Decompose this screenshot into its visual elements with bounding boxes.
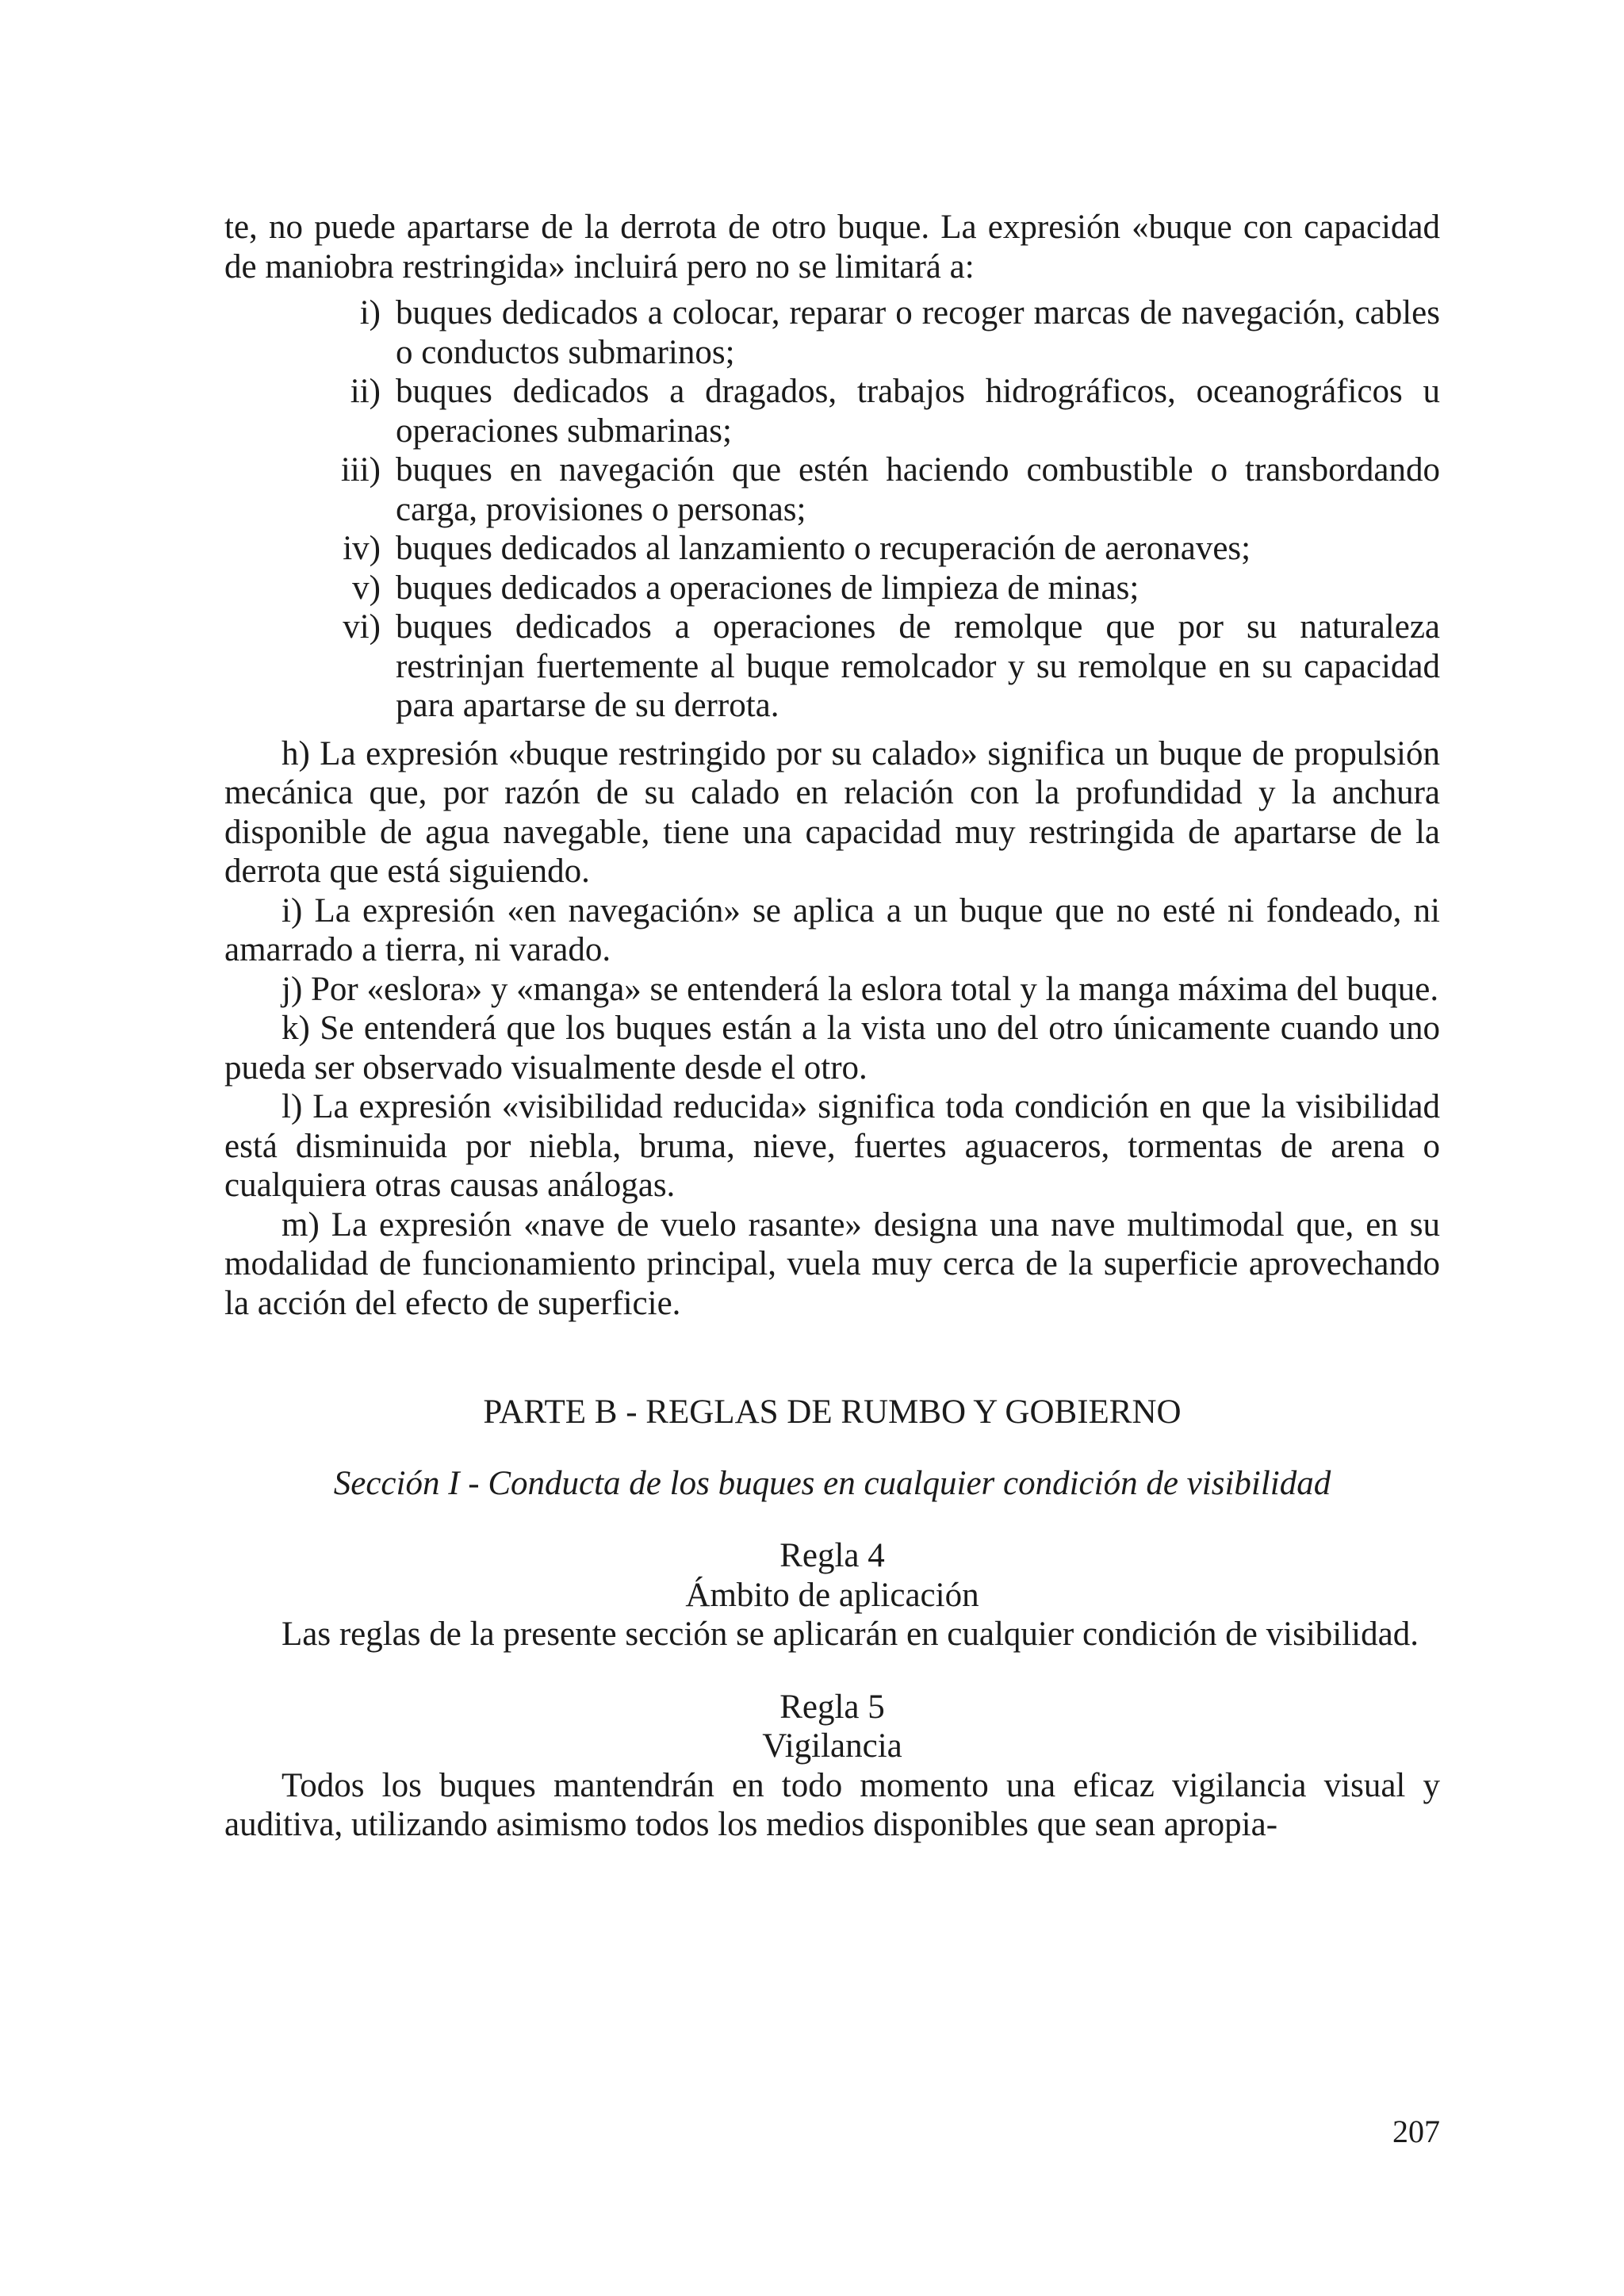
section-title: Sección I - Conducta de los buques en cualquier condición de visibilidad: [333, 1464, 1331, 1502]
intro-paragraph: te, no puede apartarse de la derrota de otro buque. La expresión «buque con capacidad de maniobra restringida» incluirá pero no se limitará a:: [224, 209, 1440, 286]
rule-4-title: Ámbito de aplicación: [685, 1576, 979, 1614]
list-item-label: i): [359, 294, 381, 332]
list-item-label: ii): [350, 373, 381, 410]
definition-j: j) Por «eslora» y «manga» se entenderá la eslora total y la manga máxima del buque.: [282, 970, 1439, 1008]
rule-4-text: Las reglas de la presente sección se aplicarán en cualquier condición de visibilidad.: [282, 1616, 1419, 1653]
definition-k: k) Se entenderá que los buques están a la vista uno del otro únicamente cuando uno pueda ser observado visualmente desde el otro.: [224, 1010, 1440, 1087]
page-body: [224, 208, 1440, 1845]
list-item: [224, 293, 1440, 372]
list-item-label: vi): [343, 608, 381, 646]
rule-5-title: Vigilancia: [762, 1727, 902, 1765]
list-item-text: buques dedicados a colocar, reparar o recoger marcas de navegación, cables o conductos submarinos;: [396, 294, 1440, 371]
list-item-label: iv): [343, 530, 381, 567]
list-item-text: buques en navegación que estén haciendo combustible o transbordando carga, provisiones o personas;: [396, 451, 1440, 528]
rule-4-heading: [224, 1536, 1440, 1615]
list-item: [224, 450, 1440, 529]
part-title: PARTE B - REGLAS DE RUMBO Y GOBIERNO: [483, 1393, 1182, 1431]
list-item-text: buques dedicados a operaciones de limpieza de minas;: [396, 569, 1139, 607]
list-item-text: buques dedicados a operaciones de remolque que por su naturaleza restrinjan fuertemente al buque remolcador y su remolque en su capacidad para apartarse de su derrota.: [396, 608, 1440, 724]
list-item: [224, 608, 1440, 726]
restricted-maneuverability-list: [224, 293, 1440, 726]
page-number: 207: [1392, 2114, 1440, 2149]
list-item: [224, 569, 1440, 608]
rule-4-number: Regla 4: [779, 1537, 885, 1574]
rule-5-heading: [224, 1688, 1440, 1766]
definition-l: l) La expresión «visibilidad reducida» significa toda condición en que la visibilidad está disminuida por niebla, bruma, nieve, fuertes aguaceros, tormentas de arena o cualquiera otras causas análogas.: [224, 1088, 1440, 1204]
list-item: [224, 372, 1440, 450]
list-item-label: v): [352, 569, 381, 607]
list-item-label: iii): [340, 451, 381, 489]
definition-m: m) La expresión «nave de vuelo rasante» designa una nave multimodal que, en su modalidad de funcionamiento principal, vuela muy cerca de la superficie aprovechando la acción del efecto de superficie.: [224, 1205, 1440, 1322]
list-item-text: buques dedicados al lanzamiento o recuperación de aeronaves;: [396, 530, 1251, 567]
list-item: [224, 529, 1440, 569]
list-item-text: buques dedicados a dragados, trabajos hidrográficos, oceanográficos u operaciones submarinas;: [396, 373, 1440, 450]
definition-i: i) La expresión «en navegación» se aplica a un buque que no esté ni fondeado, ni amarrado a tierra, ni varado.: [224, 891, 1440, 968]
definition-h: h) La expresión «buque restringido por su calado» significa un buque de propulsión mecánica que, por razón de su calado en relación con la profundidad y la anchura disponible de agua navegable, tiene una capacidad muy restringida de apartarse de la derrota que está siguiendo.: [224, 734, 1440, 890]
rule-5-number: Regla 5: [779, 1688, 885, 1726]
rule-5-text: Todos los buques mantendrán en todo momento una eficaz vigilancia visual y auditiva, utilizando asimismo todos los medios disponibles que sean apropia-: [224, 1766, 1440, 1843]
